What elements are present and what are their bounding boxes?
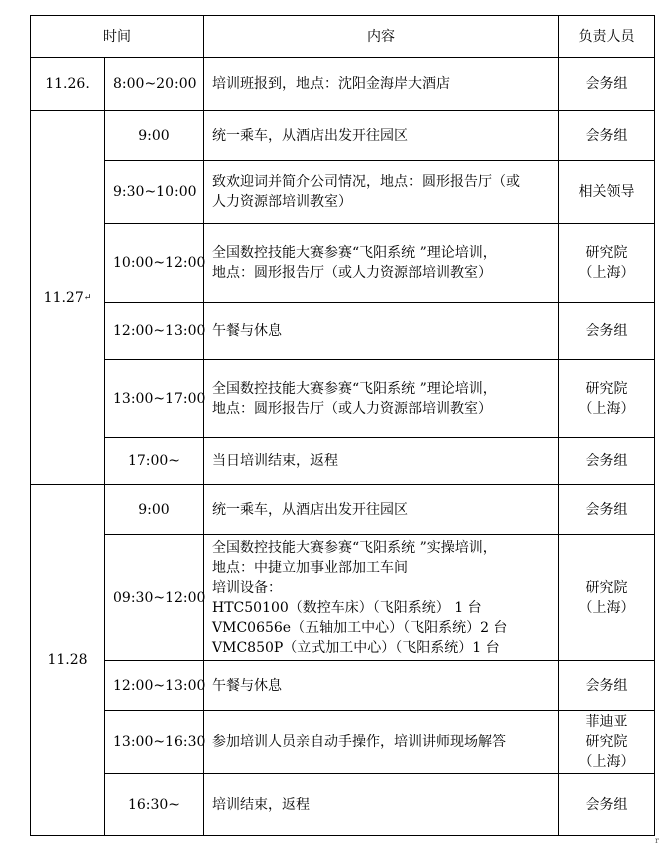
owner-line: 会务组 — [585, 501, 628, 518]
owner-cell — [559, 485, 655, 535]
content-cell — [204, 161, 559, 224]
owner-cell — [559, 661, 655, 711]
content-line: 统一乘车，从酒店出发开往园区 — [212, 127, 408, 144]
content-line: 地点：圆形报告厅（或人力资源部培训教室） — [212, 265, 492, 281]
content-cell — [204, 774, 559, 836]
owner-line: 会务组 — [585, 796, 628, 813]
content-cell — [204, 485, 559, 535]
content-line: 全国数控技能大赛参赛“飞阳系统 ”理论培训， — [212, 380, 497, 397]
owner-line: 菲迪亚 — [585, 714, 628, 730]
time-cell: 09:30~12:00 — [105, 535, 204, 661]
table-row — [31, 360, 655, 438]
schedule-body — [31, 58, 655, 836]
content-line: VMC850P（立式加工中心）（飞阳系统）1 台 — [212, 639, 500, 656]
table-row — [31, 661, 655, 711]
content-line: 午餐与休息 — [212, 323, 282, 339]
owner-line: （上海） — [578, 265, 635, 281]
date-label: 11.26. — [45, 76, 90, 92]
table-row — [31, 535, 655, 661]
content-line: 当日培训结束，返程 — [212, 453, 338, 469]
owner-line: 相关领导 — [578, 184, 635, 200]
owner-line: 研究院 — [585, 380, 628, 397]
owner-line: 研究院 — [585, 734, 628, 750]
time-cell: 13:00~17:00 — [105, 360, 204, 438]
table-row — [31, 303, 655, 360]
owner-line: 会务组 — [585, 76, 628, 92]
content-cell — [204, 438, 559, 485]
owner-cell — [559, 58, 655, 111]
owner-cell — [559, 711, 655, 774]
time-cell: 13:00~16:30 — [105, 711, 204, 774]
owner-line: （上海） — [578, 754, 635, 770]
owner-cell — [559, 774, 655, 836]
table-row — [31, 224, 655, 303]
owner-cell — [559, 360, 655, 438]
content-cell — [204, 224, 559, 303]
owner-cell — [559, 224, 655, 303]
content-cell — [204, 535, 559, 661]
time-cell: 10:00~12:00 — [105, 224, 204, 303]
date-label: 11.28 — [47, 652, 88, 668]
time-cell: 16:30~ — [105, 774, 204, 836]
time-cell: 9:30~10:00 — [105, 161, 204, 224]
date-cell — [31, 58, 105, 111]
content-cell — [204, 58, 559, 111]
owner-cell — [559, 111, 655, 161]
table-row — [31, 711, 655, 774]
owner-line: 会务组 — [585, 677, 628, 694]
owner-cell — [559, 438, 655, 485]
paragraph-mark: ↵ — [83, 292, 92, 303]
time-cell: 12:00~13:00 — [105, 303, 204, 360]
table-row — [31, 161, 655, 224]
content-line: 午餐与休息 — [212, 677, 282, 694]
owner-line: 研究院 — [585, 245, 628, 261]
owner-cell — [559, 161, 655, 224]
owner-line: 会务组 — [585, 323, 628, 339]
content-line: 人力资源部培训教室） — [212, 194, 352, 210]
content-line: 全国数控技能大赛参赛“飞阳系统 ”实操培训， — [212, 539, 497, 556]
owner-cell — [559, 303, 655, 360]
content-line: 地点：圆形报告厅（或人力资源部培训教室） — [212, 400, 492, 417]
time-cell: 9:00 — [105, 485, 204, 535]
content-line: 统一乘车，从酒店出发开往园区 — [212, 501, 408, 518]
date-cell — [31, 485, 105, 836]
header-content: 内容 — [204, 16, 559, 58]
owner-line: （上海） — [578, 400, 635, 417]
header-time: 时间 — [31, 16, 204, 58]
header-owner: 负责人员 — [559, 16, 655, 58]
content-line: 培训结束，返程 — [212, 796, 310, 813]
date-label: 11.27 — [43, 289, 84, 306]
table-row — [31, 774, 655, 836]
content-cell — [204, 111, 559, 161]
time-cell: 12:00~13:00 — [105, 661, 204, 711]
content-line: 培训班报到，地点：沈阳金海岸大酒店 — [212, 76, 450, 92]
content-line: VMC0656e（五轴加工中心）（飞阳系统）2 台 — [212, 619, 508, 636]
content-line: 致欢迎词并简介公司情况，地点：圆形报告厅（或 — [212, 174, 520, 190]
owner-line: 会务组 — [585, 453, 628, 469]
time-cell: 17:00~ — [105, 438, 204, 485]
content-line: HTC50100（数控车床）（飞阳系统） 1 台 — [212, 599, 482, 616]
date-cell — [31, 111, 105, 485]
owner-cell — [559, 535, 655, 661]
time-cell: 8:00~20:00 — [105, 58, 204, 111]
content-cell — [204, 303, 559, 360]
content-line: 参加培训人员亲自动手操作，培训讲师现场解答 — [212, 734, 506, 750]
content-line: 地点：中捷立加事业部加工车间 — [212, 559, 408, 576]
table-row — [31, 111, 655, 161]
time-cell: 9:00 — [105, 111, 204, 161]
owner-line: 研究院 — [585, 579, 628, 596]
owner-line: 会务组 — [585, 127, 628, 144]
content-cell — [204, 711, 559, 774]
table-row — [31, 438, 655, 485]
content-line: 培训设备： — [212, 579, 282, 596]
header-row — [31, 16, 655, 58]
content-line: 全国数控技能大赛参赛“飞阳系统 ”理论培训， — [212, 245, 497, 261]
table-row — [31, 485, 655, 535]
schedule-table — [30, 15, 655, 836]
content-cell — [204, 360, 559, 438]
content-cell — [204, 661, 559, 711]
owner-line: （上海） — [578, 599, 635, 616]
table-row — [31, 58, 655, 111]
corner-mark: r — [655, 836, 659, 845]
